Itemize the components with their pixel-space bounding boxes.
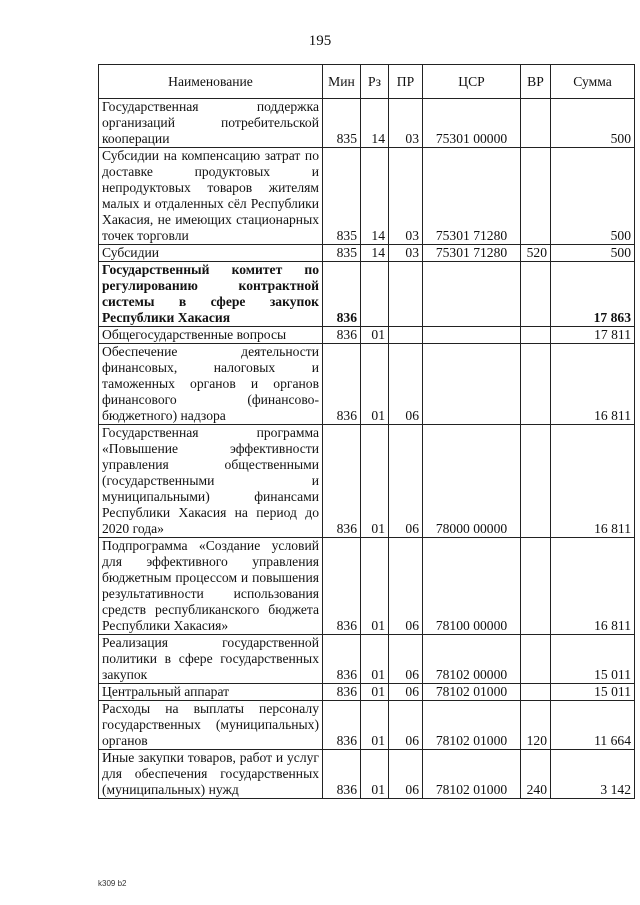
table-row	[99, 701, 635, 750]
row-pr: 03	[389, 245, 423, 262]
table-body	[99, 99, 635, 799]
budget-table	[98, 64, 635, 799]
table-row	[99, 684, 635, 701]
row-pr: 06	[389, 635, 423, 684]
row-vr: 240	[521, 750, 551, 799]
table-row	[99, 327, 635, 344]
row-rz: 14	[361, 99, 389, 148]
row-name: Государственная программа «Повышение эффективности управления общественными (государственными и муниципальными) финансами Республики Хакасия на период до 2020 года»	[99, 425, 323, 538]
header-name: Наименование	[99, 65, 323, 99]
row-vr: 120	[521, 701, 551, 750]
row-rz: 01	[361, 344, 389, 425]
row-csr	[423, 262, 521, 327]
row-sum: 16 811	[551, 538, 635, 635]
row-min: 835	[323, 99, 361, 148]
header-pr: ПР	[389, 65, 423, 99]
row-csr: 78000 00000	[423, 425, 521, 538]
row-csr: 78102 01000	[423, 684, 521, 701]
row-sum: 17 811	[551, 327, 635, 344]
row-csr: 78102 00000	[423, 635, 521, 684]
footer-code: k309 b2	[98, 879, 127, 888]
row-rz: 01	[361, 327, 389, 344]
row-name: Обеспечение деятельности финансовых, налоговых и таможенных органов и органов финансового (финансово-бюджетного) надзора	[99, 344, 323, 425]
row-sum: 500	[551, 99, 635, 148]
row-name: Общегосударственные вопросы	[99, 327, 323, 344]
row-min: 835	[323, 245, 361, 262]
row-min: 836	[323, 262, 361, 327]
row-sum: 16 811	[551, 425, 635, 538]
row-name: Реализация государственной политики в сфере государственных закупок	[99, 635, 323, 684]
row-csr: 75301 71280	[423, 245, 521, 262]
row-rz: 14	[361, 148, 389, 245]
table-row	[99, 538, 635, 635]
row-sum: 500	[551, 245, 635, 262]
header-sum: Сумма	[551, 65, 635, 99]
row-min: 836	[323, 701, 361, 750]
row-min: 836	[323, 344, 361, 425]
row-min: 836	[323, 425, 361, 538]
row-sum: 3 142	[551, 750, 635, 799]
table-row	[99, 148, 635, 245]
table-row	[99, 750, 635, 799]
row-pr	[389, 327, 423, 344]
row-rz: 01	[361, 425, 389, 538]
row-vr	[521, 538, 551, 635]
row-sum: 15 011	[551, 684, 635, 701]
row-csr	[423, 344, 521, 425]
row-name: Центральный аппарат	[99, 684, 323, 701]
row-vr	[521, 684, 551, 701]
header-min: Мин	[323, 65, 361, 99]
row-csr	[423, 327, 521, 344]
row-min: 836	[323, 684, 361, 701]
row-sum: 15 011	[551, 635, 635, 684]
row-name: Расходы на выплаты персоналу государственных (муниципальных) органов	[99, 701, 323, 750]
table-row	[99, 425, 635, 538]
row-min: 836	[323, 327, 361, 344]
row-name: Государственная поддержка организаций потребительской кооперации	[99, 99, 323, 148]
row-vr	[521, 262, 551, 327]
row-rz: 14	[361, 245, 389, 262]
row-pr: 06	[389, 750, 423, 799]
header-vr: ВР	[521, 65, 551, 99]
row-name: Государственный комитет по регулированию контрактной системы в сфере закупок Республики Хакасия	[99, 262, 323, 327]
row-pr: 03	[389, 148, 423, 245]
row-name: Субсидии на компенсацию затрат по доставке продуктовых и непродуктовых товаров жителям малых и отдаленных сёл Республики Хакасия, не имеющих стационарных точек торговли	[99, 148, 323, 245]
row-min: 836	[323, 538, 361, 635]
page-number: 195	[308, 33, 332, 49]
row-pr: 06	[389, 425, 423, 538]
row-name: Иные закупки товаров, работ и услуг для обеспечения государственных (муниципальных) нужд	[99, 750, 323, 799]
row-pr	[389, 262, 423, 327]
row-vr	[521, 635, 551, 684]
row-min: 836	[323, 635, 361, 684]
row-sum: 500	[551, 148, 635, 245]
table-header-row	[99, 65, 635, 99]
row-sum: 17 863	[551, 262, 635, 327]
row-pr: 06	[389, 684, 423, 701]
row-csr: 75301 00000	[423, 99, 521, 148]
row-rz: 01	[361, 684, 389, 701]
row-csr: 75301 71280	[423, 148, 521, 245]
row-vr	[521, 327, 551, 344]
header-rz: Рз	[361, 65, 389, 99]
row-csr: 78102 01000	[423, 701, 521, 750]
row-pr: 06	[389, 344, 423, 425]
header-csr: ЦСР	[423, 65, 521, 99]
row-vr	[521, 344, 551, 425]
row-sum: 11 664	[551, 701, 635, 750]
row-rz: 01	[361, 538, 389, 635]
row-min: 835	[323, 148, 361, 245]
row-sum: 16 811	[551, 344, 635, 425]
table-row	[99, 344, 635, 425]
table-row	[99, 635, 635, 684]
row-rz: 01	[361, 701, 389, 750]
row-pr: 03	[389, 99, 423, 148]
table-row	[99, 99, 635, 148]
row-pr: 06	[389, 701, 423, 750]
row-name: Подпрограмма «Создание условий для эффективного управления бюджетным процессом и повышения результативности использования средств республиканского бюджета Республики Хакасия»	[99, 538, 323, 635]
row-rz	[361, 262, 389, 327]
table-row	[99, 262, 635, 327]
row-vr	[521, 425, 551, 538]
table-row	[99, 245, 635, 262]
row-vr: 520	[521, 245, 551, 262]
row-vr	[521, 148, 551, 245]
row-csr: 78102 01000	[423, 750, 521, 799]
row-min: 836	[323, 750, 361, 799]
row-pr: 06	[389, 538, 423, 635]
row-name: Субсидии	[99, 245, 323, 262]
row-vr	[521, 99, 551, 148]
row-rz: 01	[361, 750, 389, 799]
row-rz: 01	[361, 635, 389, 684]
row-csr: 78100 00000	[423, 538, 521, 635]
